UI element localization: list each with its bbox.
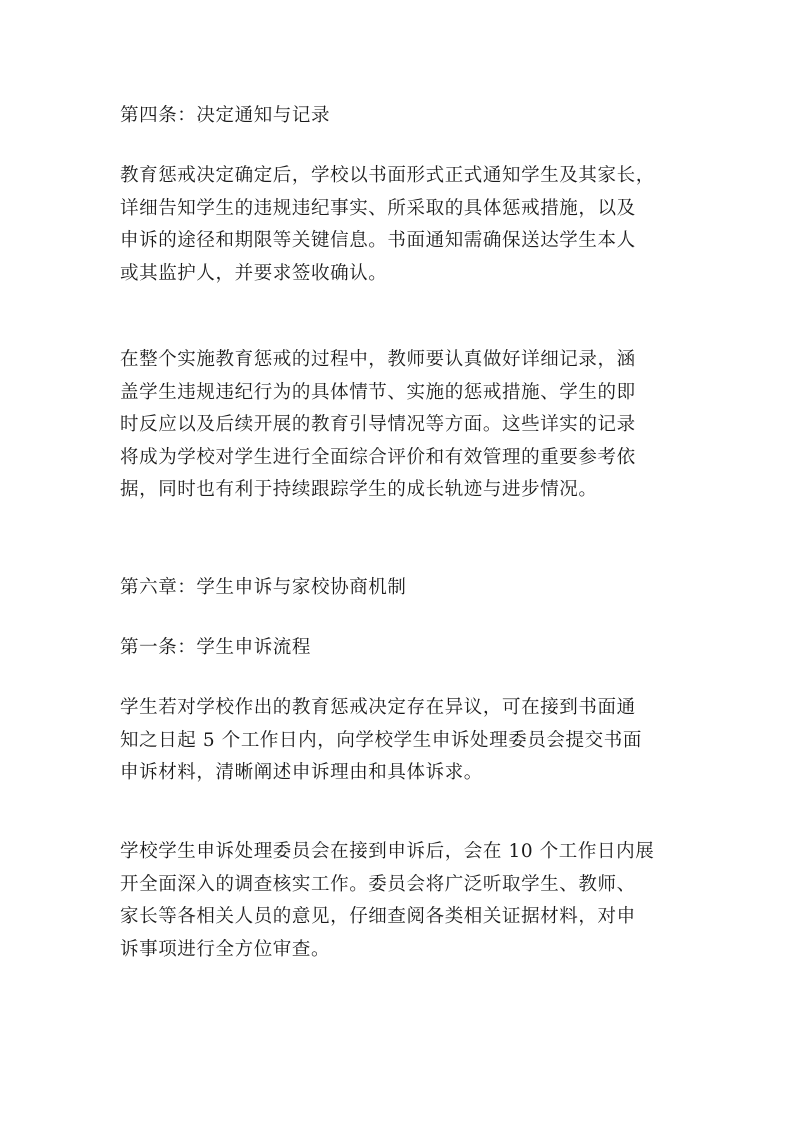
paragraph-line: 将成为学校对学生进行全面综合评价和有效管理的重要参考依 — [120, 446, 636, 468]
paragraph-appeal-review — [120, 836, 680, 966]
paragraph-line: 或其监护人，并要求签收确认。 — [120, 262, 388, 284]
paragraph-line: 详细告知学生的违规违纪事实、所采取的具体惩戒措施，以及 — [120, 197, 636, 219]
paragraph-line: 在整个实施教育惩戒的过程中，教师要认真做好详细记录，涵 — [120, 349, 636, 370]
chapter-heading-6 — [120, 576, 680, 600]
paragraph-line: 教育惩戒决定确定后，学校以书面形式正式通知学生及其家长， — [120, 165, 655, 186]
paragraph-line: 学生若对学校作出的教育惩戒决定存在异议，可在接到书面通 — [120, 697, 636, 718]
paragraph-line: 申诉材料，清晰阐述申诉理由和具体诉求。 — [120, 762, 483, 783]
paragraph-line: 诉事项进行全方位审查。 — [120, 938, 331, 960]
paragraph-line: 据，同时也有利于持续跟踪学生的成长轨迹与进步情况。 — [120, 479, 598, 500]
paragraph-line: 家长等各相关人员的意见，仔细查阅各类相关证据材料，对申 — [120, 906, 636, 927]
heading-text: 第一条：学生申诉流程 — [120, 637, 312, 658]
paragraph-line: 时反应以及后续开展的教育引导情况等方面。这些详实的记录 — [120, 414, 636, 435]
paragraph-line: 盖学生违规违纪行为的具体情节、实施的惩戒措施、学生的即 — [120, 381, 636, 403]
paragraph-line: 学校学生申诉处理委员会在接到申诉后，会在 10 个工作日内展 — [120, 841, 655, 862]
heading-text: 第六章：学生申诉与家校协商机制 — [120, 577, 407, 598]
paragraph-appeal-submission — [120, 692, 680, 790]
paragraph-notification — [120, 160, 680, 290]
paragraph-records — [120, 344, 680, 507]
paragraph-line: 申诉的途径和期限等关键信息。书面通知需确保送达学生本人 — [120, 230, 636, 251]
paragraph-line: 知之日起 5 个工作日内，向学校学生申诉处理委员会提交书面 — [120, 729, 642, 751]
section-heading-article-4 — [120, 104, 680, 128]
heading-text: 第四条：决定通知与记录 — [120, 105, 331, 126]
section-heading-article-1 — [120, 636, 680, 660]
paragraph-line: 开全面深入的调查核实工作。委员会将广泛听取学生、教师、 — [120, 873, 636, 895]
